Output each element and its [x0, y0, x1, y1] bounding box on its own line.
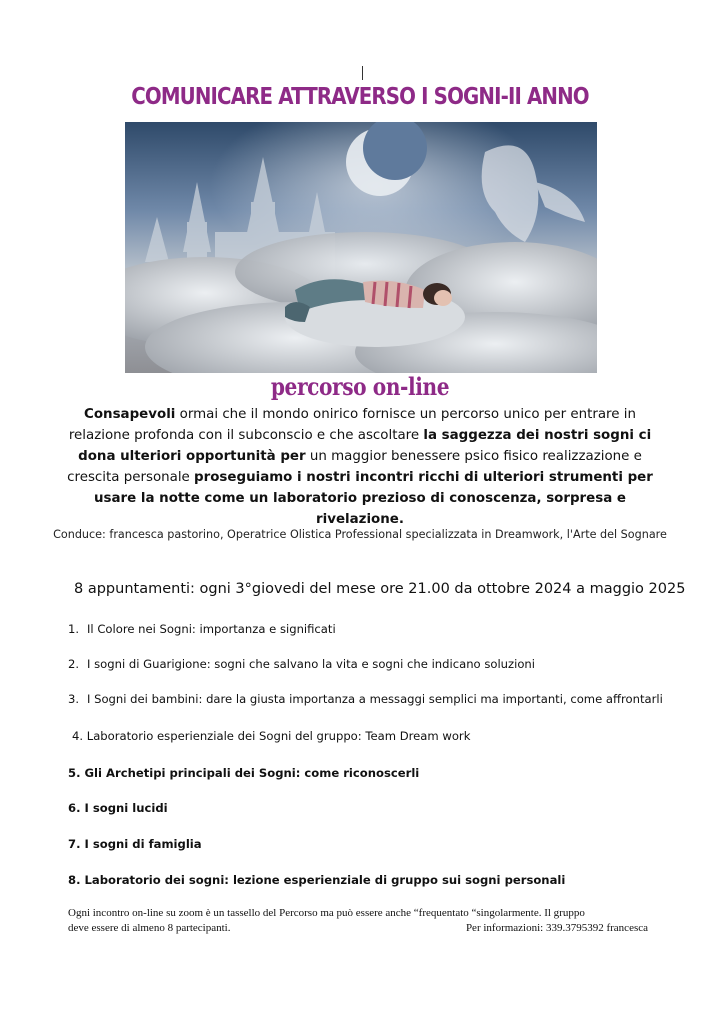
footer-participants: deve essere di almeno 8 partecipanti.: [68, 922, 231, 934]
list-item-number: 2.: [68, 657, 80, 671]
list-item-text: 8. Laboratorio dei sogni: lezione esperienziale di gruppo sui sogni personali: [68, 873, 566, 887]
list-item-text: I sogni di Guarigione: sogni che salvano la vita e sogni che indicano soluzioni: [87, 657, 535, 671]
text-cursor-mark: [362, 66, 363, 80]
intro-paragraph: [60, 404, 660, 530]
list-item: [68, 801, 168, 815]
intro-part-1: Consapevoli: [84, 407, 176, 422]
list-item-text: Il Colore nei Sogni: importanza e significati: [87, 622, 336, 636]
list-item: [72, 729, 470, 743]
list-item-text: 7. I sogni di famiglia: [68, 837, 202, 851]
appointments-heading: 8 appuntamenti: ogni 3°giovedi del mese ore 21.00 da ottobre 2024 a maggio 2025: [74, 581, 686, 597]
list-item: [68, 837, 202, 851]
intro-part-5: proseguiamo i nostri incontri ricchi di ulteriori strumenti per usare la notte come un laboratorio prezioso di conoscenza, sorpresa e rivelazione.: [93, 470, 653, 527]
intro-part-4: un maggior benessere psico fisico realizzazione e crescita personale: [67, 449, 642, 485]
footer-line-1: Ogni incontro on-line su zoom è un tassello del Percorso ma può essere anche “frequentato “singolarmente. Il gruppo: [68, 907, 585, 919]
subtitle: percorso on-line: [270, 372, 450, 401]
intro-part-2: ormai che il mondo onirico fornisce un percorso unico per entrare in relazione profonda con il subconscio e che ascoltare: [68, 407, 636, 443]
list-item-number: 3.: [68, 692, 80, 706]
list-item-text: 4. Laboratorio esperienziale dei Sogni del gruppo: Team Dream work: [72, 729, 471, 743]
footer-line-2: [68, 921, 648, 936]
dream-clouds-moon-image: [125, 122, 597, 373]
list-item: [68, 766, 419, 780]
list-item-text: 6. I sogni lucidi: [68, 801, 168, 815]
list-item: [68, 873, 565, 887]
list-item-text: I Sogni dei bambini: dare la giusta importanza a messaggi semplici ma importanti, come affrontarli: [87, 692, 663, 706]
list-item: [68, 657, 535, 671]
list-item: [68, 622, 336, 636]
list-item-text: 5. Gli Archetipi principali dei Sogni: come riconoscerli: [68, 766, 420, 780]
intro-part-3: la saggezza dei nostri sogni ci dona ulteriori opportunità per: [78, 428, 652, 464]
page-title: COMUNICARE ATTRAVERSO I SOGNI-II ANNO: [131, 84, 589, 110]
list-item: [68, 692, 663, 706]
conduce-line: Conduce: francesca pastorino, Operatrice Olistica Professional specializzata in Dreamwork, l'Arte del Sognare: [53, 528, 667, 541]
footer-contact: Per informazioni: 339.3795392 francesca: [465, 922, 648, 934]
footer-note: [68, 906, 668, 936]
list-item-number: 1.: [68, 622, 80, 636]
